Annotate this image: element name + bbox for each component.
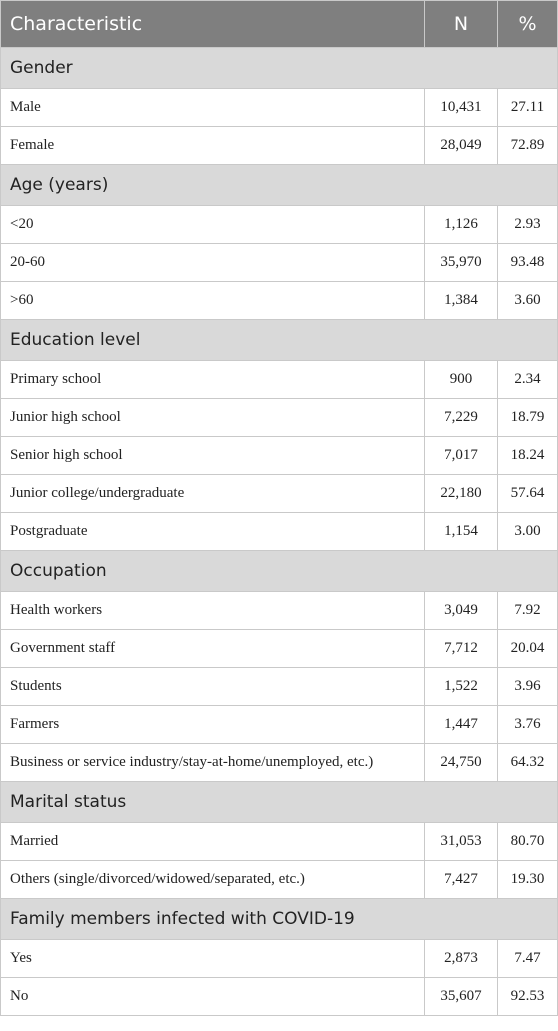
section-row <box>1 165 558 206</box>
row-percent: 18.24 <box>498 437 558 475</box>
section-title: Age (years) <box>1 165 558 206</box>
row-n: 1,384 <box>425 282 498 320</box>
table-row <box>1 744 558 782</box>
row-label: Government staff <box>1 630 425 668</box>
row-percent: 3.96 <box>498 668 558 706</box>
row-label: No <box>1 978 425 1016</box>
row-label: Yes <box>1 940 425 978</box>
section-row <box>1 782 558 823</box>
table-row <box>1 861 558 899</box>
row-n: 3,049 <box>425 592 498 630</box>
row-n: 900 <box>425 361 498 399</box>
table-row <box>1 592 558 630</box>
row-label: Health workers <box>1 592 425 630</box>
table-row <box>1 361 558 399</box>
row-percent: 2.93 <box>498 206 558 244</box>
row-percent: 20.04 <box>498 630 558 668</box>
row-n: 1,522 <box>425 668 498 706</box>
table-row <box>1 399 558 437</box>
row-percent: 7.47 <box>498 940 558 978</box>
row-percent: 93.48 <box>498 244 558 282</box>
table-body <box>1 48 558 1016</box>
table-row <box>1 940 558 978</box>
row-label: Senior high school <box>1 437 425 475</box>
section-row <box>1 320 558 361</box>
row-percent: 3.76 <box>498 706 558 744</box>
row-label: Female <box>1 127 425 165</box>
table-row <box>1 706 558 744</box>
row-percent: 3.60 <box>498 282 558 320</box>
row-percent: 3.00 <box>498 513 558 551</box>
table-row <box>1 89 558 127</box>
row-n: 24,750 <box>425 744 498 782</box>
header-characteristic: Characteristic <box>1 1 425 48</box>
row-label: Postgraduate <box>1 513 425 551</box>
header-percent: % <box>498 1 558 48</box>
row-n: 7,427 <box>425 861 498 899</box>
row-label: Primary school <box>1 361 425 399</box>
row-n: 2,873 <box>425 940 498 978</box>
row-n: 1,126 <box>425 206 498 244</box>
section-title: Family members infected with COVID-19 <box>1 899 558 940</box>
table-row <box>1 244 558 282</box>
row-label: Students <box>1 668 425 706</box>
table-row <box>1 437 558 475</box>
row-percent: 7.92 <box>498 592 558 630</box>
table-row <box>1 668 558 706</box>
row-percent: 57.64 <box>498 475 558 513</box>
row-percent: 2.34 <box>498 361 558 399</box>
row-n: 7,712 <box>425 630 498 668</box>
row-label: Married <box>1 823 425 861</box>
row-percent: 64.32 <box>498 744 558 782</box>
row-label: <20 <box>1 206 425 244</box>
table-row <box>1 282 558 320</box>
row-percent: 80.70 <box>498 823 558 861</box>
row-n: 35,970 <box>425 244 498 282</box>
row-n: 10,431 <box>425 89 498 127</box>
row-percent: 19.30 <box>498 861 558 899</box>
row-n: 22,180 <box>425 475 498 513</box>
row-label: Junior college/undergraduate <box>1 475 425 513</box>
table-row <box>1 475 558 513</box>
row-n: 31,053 <box>425 823 498 861</box>
row-label: Male <box>1 89 425 127</box>
row-percent: 18.79 <box>498 399 558 437</box>
row-n: 35,607 <box>425 978 498 1016</box>
row-percent: 27.11 <box>498 89 558 127</box>
row-percent: 72.89 <box>498 127 558 165</box>
table-row <box>1 630 558 668</box>
section-title: Marital status <box>1 782 558 823</box>
section-title: Education level <box>1 320 558 361</box>
section-row <box>1 899 558 940</box>
row-label: >60 <box>1 282 425 320</box>
section-title: Gender <box>1 48 558 89</box>
table-row <box>1 127 558 165</box>
row-n: 7,017 <box>425 437 498 475</box>
row-label: Others (single/divorced/widowed/separated, etc.) <box>1 861 425 899</box>
table-row <box>1 978 558 1016</box>
table-row <box>1 513 558 551</box>
section-row <box>1 48 558 89</box>
row-percent: 92.53 <box>498 978 558 1016</box>
header-row <box>1 1 558 48</box>
row-label: 20-60 <box>1 244 425 282</box>
row-label: Farmers <box>1 706 425 744</box>
row-n: 28,049 <box>425 127 498 165</box>
section-row <box>1 551 558 592</box>
section-title: Occupation <box>1 551 558 592</box>
header-n: N <box>425 1 498 48</box>
row-label: Junior high school <box>1 399 425 437</box>
table-row <box>1 823 558 861</box>
row-n: 1,154 <box>425 513 498 551</box>
row-label: Business or service industry/stay-at-home/unemployed, etc.) <box>1 744 425 782</box>
table-row <box>1 206 558 244</box>
row-n: 1,447 <box>425 706 498 744</box>
row-n: 7,229 <box>425 399 498 437</box>
